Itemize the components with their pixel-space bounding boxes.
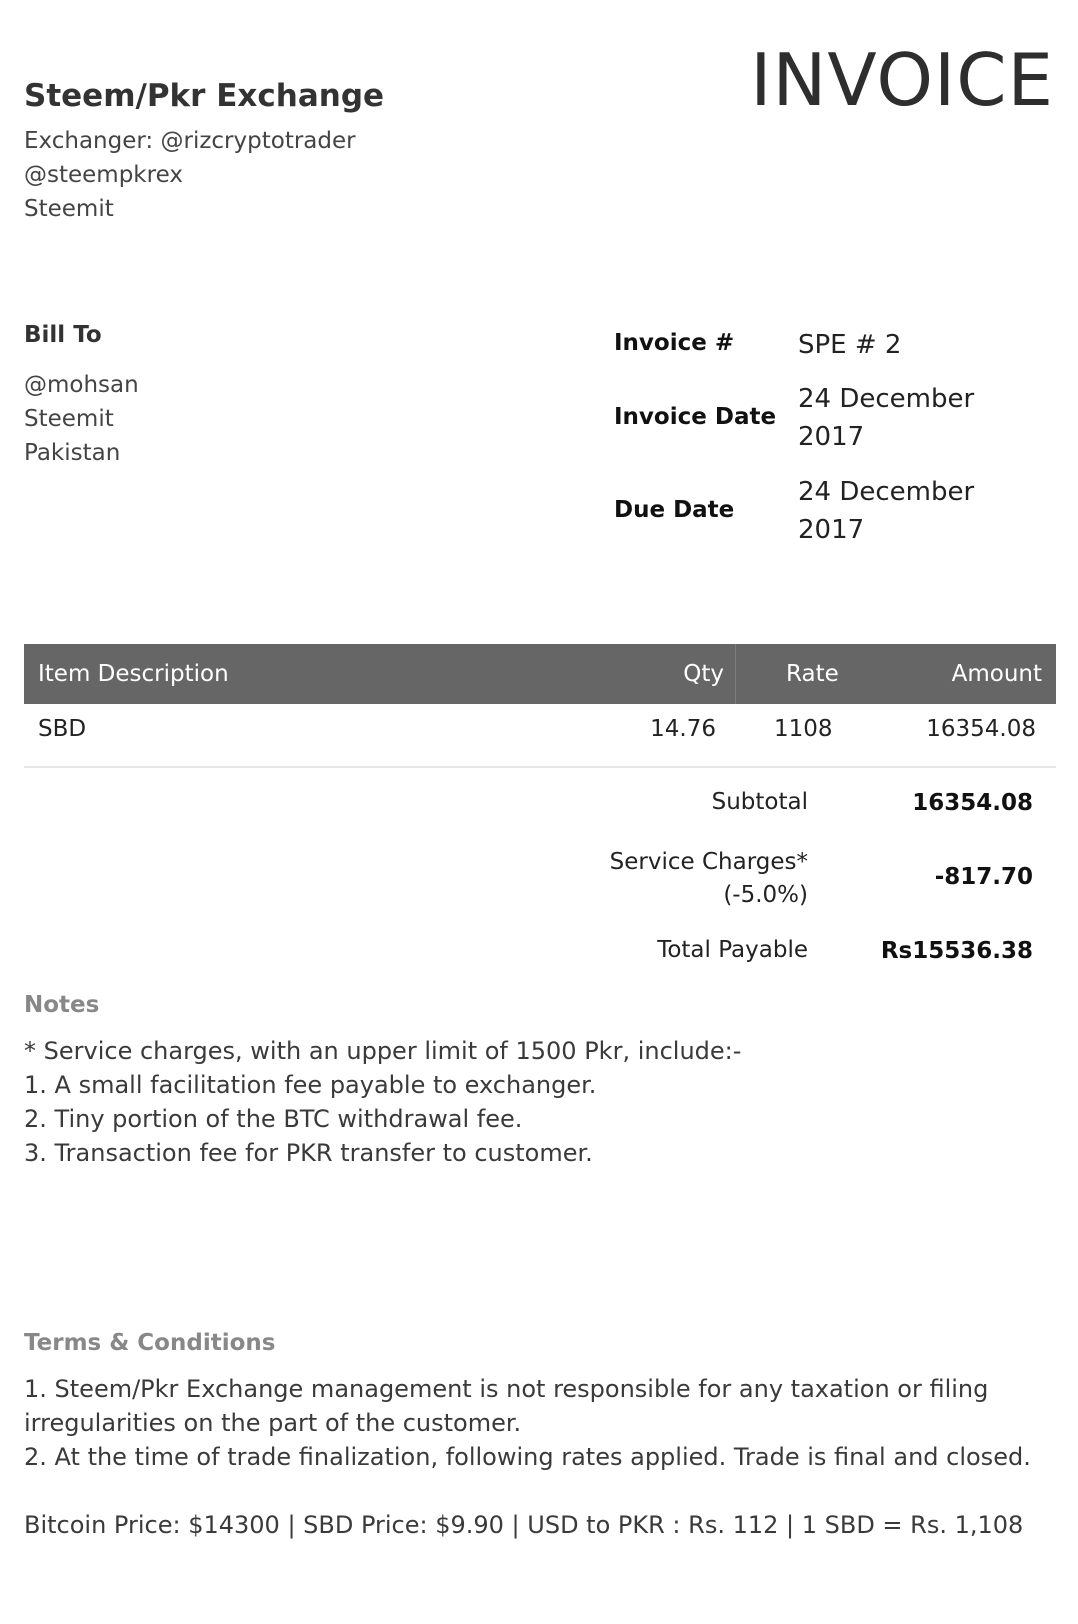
bill-to-country: Pakistan [24, 440, 121, 466]
bill-to-name: @mohsan [24, 372, 139, 398]
company-handle: @steempkrex [24, 162, 183, 188]
notes-title: Notes [24, 992, 100, 1018]
row-qty: 14.76 [650, 716, 716, 742]
invoice-number-value: SPE # 2 [798, 330, 902, 360]
header-amount: Amount [951, 661, 1042, 687]
subtotal-value: 16354.08 [912, 790, 1033, 816]
header-rate: Rate [786, 661, 839, 687]
notes-line: 1. A small facilitation fee payable to exchanger. [24, 1071, 597, 1099]
bill-to-label: Bill To [24, 322, 102, 348]
header-divider [735, 644, 736, 704]
due-date-label: Due Date [614, 497, 735, 523]
terms-line: irregularities on the part of the customer. [24, 1409, 522, 1437]
terms-line: 1. Steem/Pkr Exchange management is not responsible for any taxation or filing [24, 1375, 989, 1403]
due-date-value: 24 December 2017 [798, 477, 975, 545]
terms-title: Terms & Conditions [24, 1330, 276, 1356]
terms-line: 2. At the time of trade finalization, following rates applied. Trade is final and closed. [24, 1443, 1031, 1471]
bill-to-platform: Steemit [24, 406, 114, 432]
total-payable-value: Rs15536.38 [880, 938, 1033, 964]
header-description: Item Description [38, 661, 229, 687]
row-description: SBD [38, 716, 87, 742]
row-divider [24, 766, 1056, 768]
invoice-date-value: 24 December 2017 [798, 384, 975, 452]
notes-line: * Service charges, with an upper limit of 1500 Pkr, include:- [24, 1037, 742, 1065]
company-exchanger: Exchanger: @rizcryptotrader [24, 128, 356, 154]
invoice-date-label: Invoice Date [614, 404, 777, 430]
company-platform: Steemit [24, 196, 114, 222]
rates-line: Bitcoin Price: $14300 | SBD Price: $9.90 | USD to PKR : Rs. 112 | 1 SBD = Rs. 1,108 [24, 1511, 1024, 1539]
subtotal-label: Subtotal [711, 789, 808, 815]
service-charges-value: -817.70 [934, 864, 1033, 890]
row-rate: 1108 [774, 716, 833, 742]
row-amount: 16354.08 [926, 716, 1036, 742]
service-charges-label: Service Charges* (-5.0%) [609, 849, 808, 908]
notes-line: 2. Tiny portion of the BTC withdrawal fee. [24, 1105, 523, 1133]
terms-body [24, 1372, 1058, 1474]
company-name: Steem/Pkr Exchange [24, 78, 385, 114]
total-payable-label: Total Payable [657, 937, 808, 963]
invoice-number-label: Invoice # [614, 330, 735, 356]
notes-body [24, 1034, 1058, 1170]
invoice-title: INVOICE [750, 38, 1054, 122]
notes-line: 3. Transaction fee for PKR transfer to customer. [24, 1139, 593, 1167]
header-qty: Qty [683, 661, 724, 687]
